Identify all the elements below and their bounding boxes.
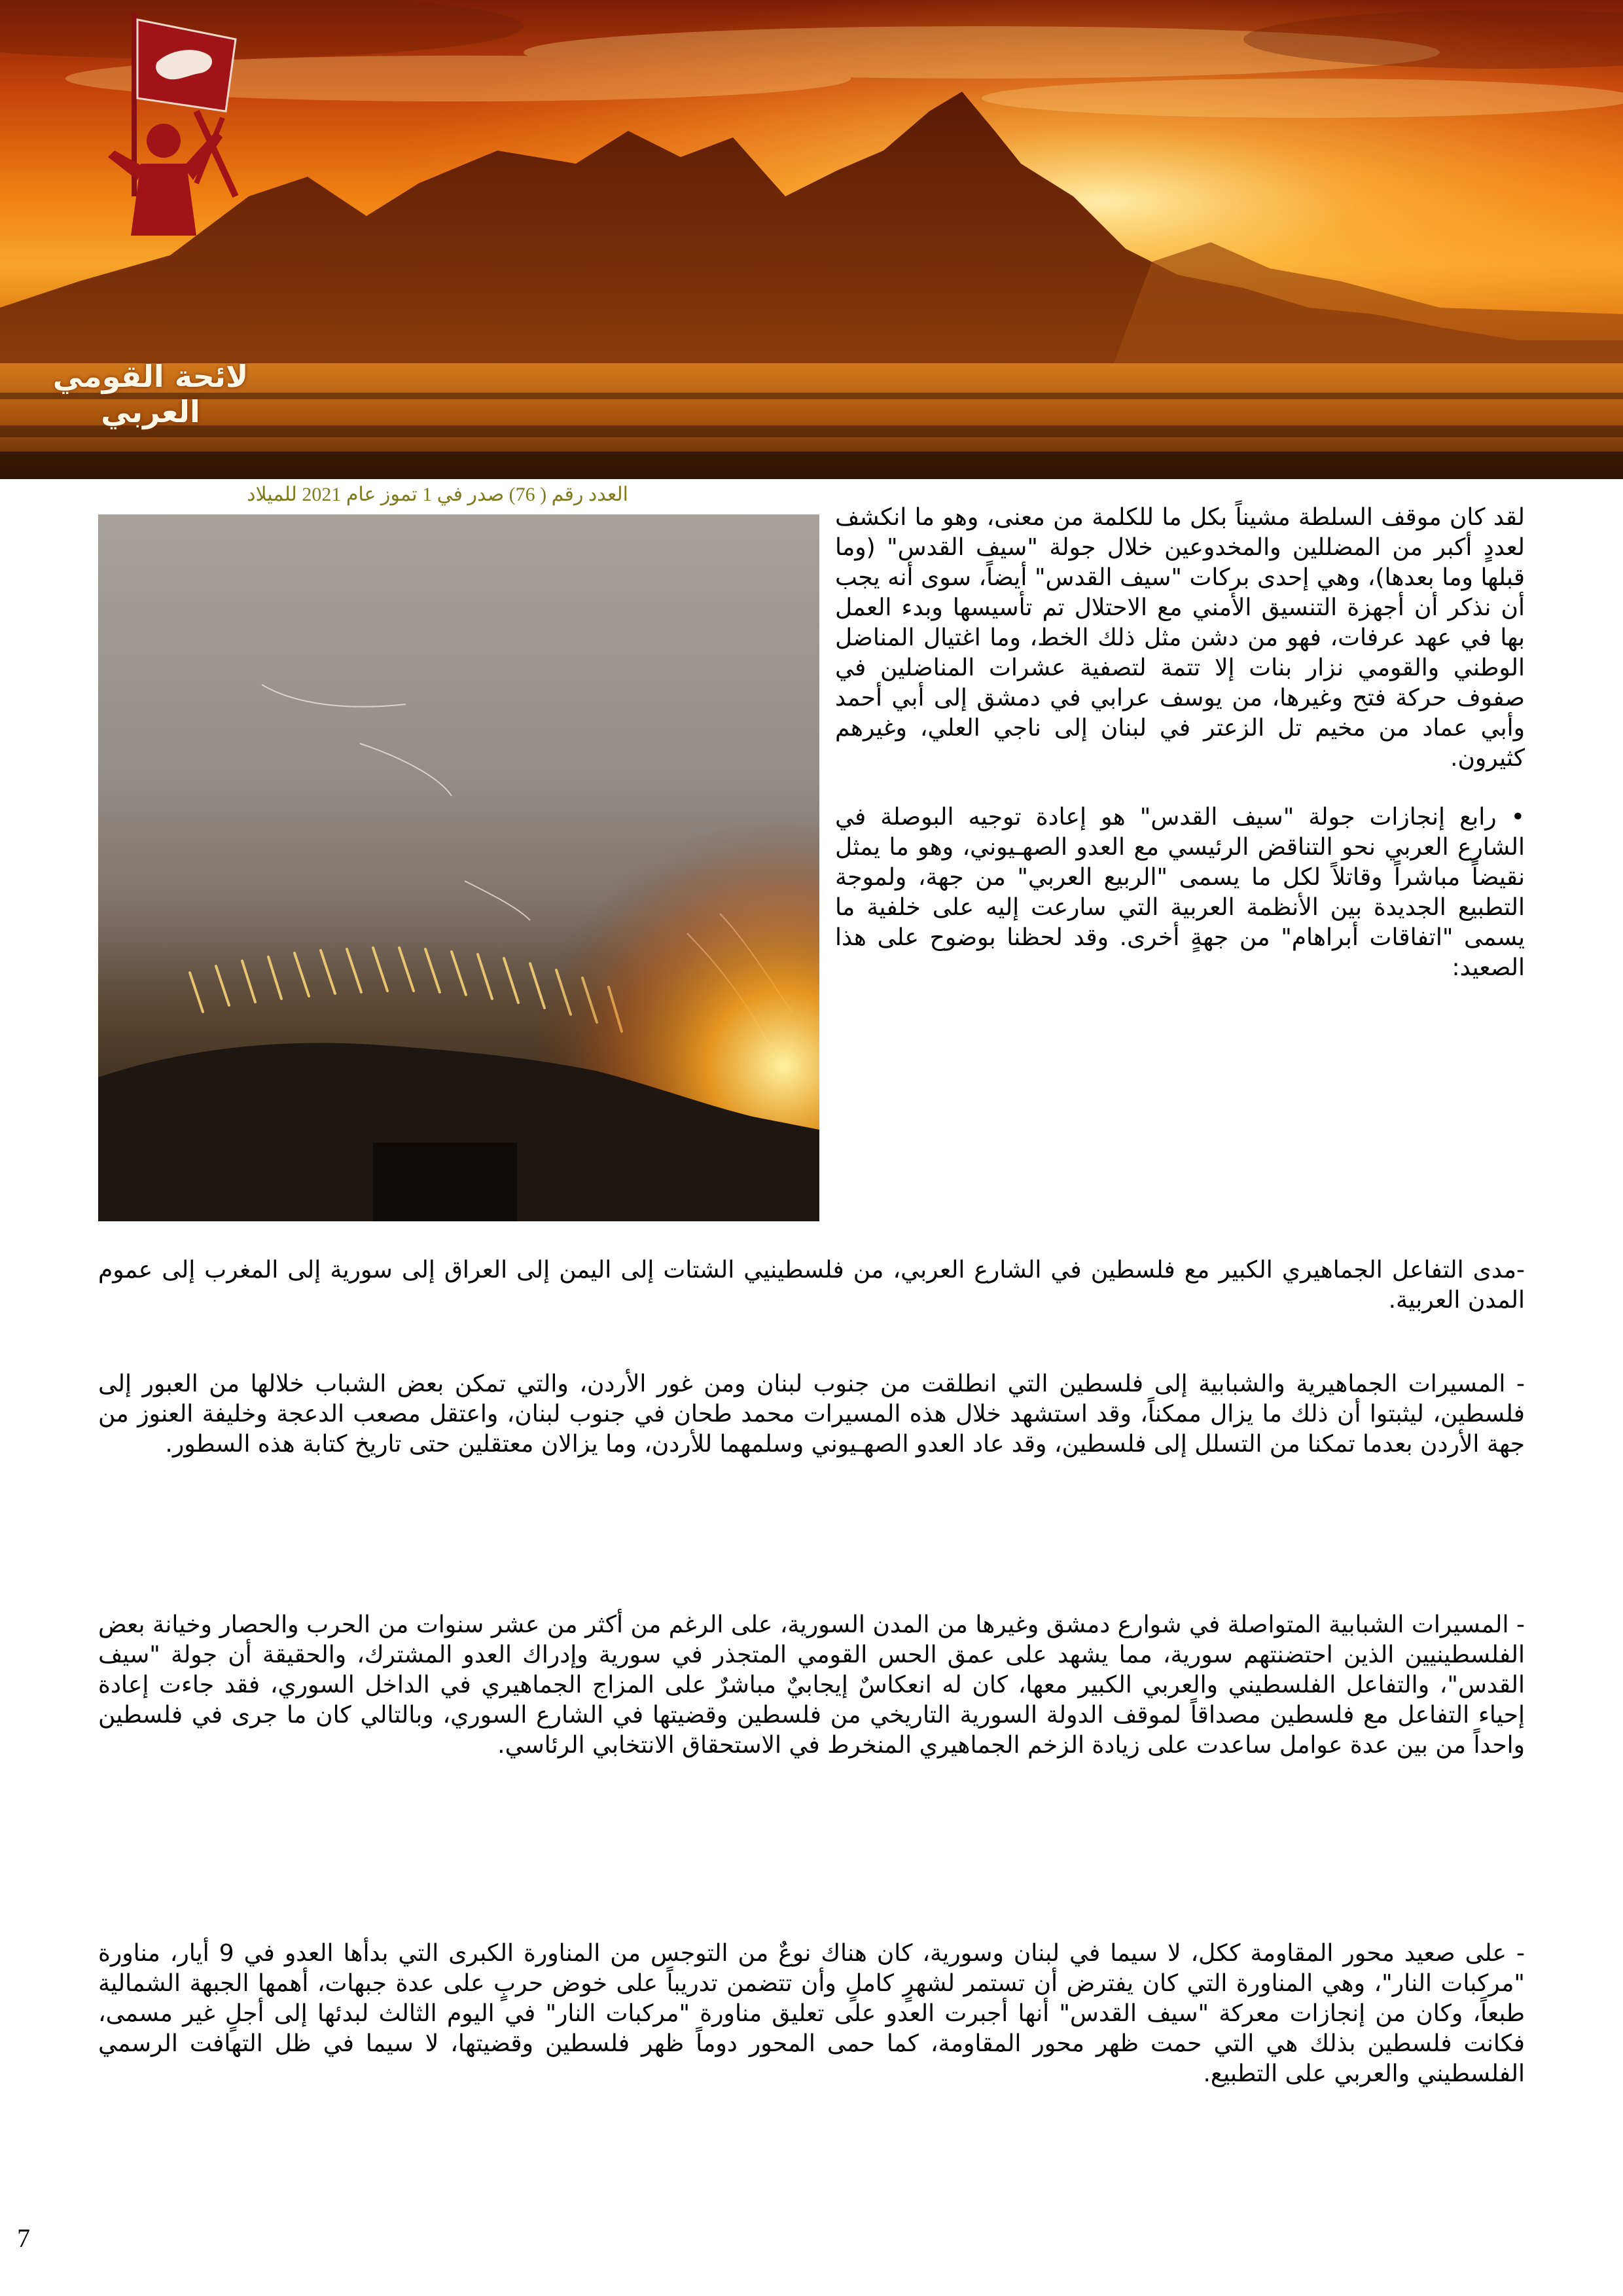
page-number: 7 [17,2223,30,2253]
night-fire-photo [98,514,819,1221]
article-paragraph-2 [98,1369,1525,1460]
article-paragraph-1 [98,1255,1525,1316]
paragraph-text: - على صعيد محور المقاومة ككل، لا سيما في لبنان وسورية، كان هناك نوعٌ من التوجس من المناورة الكبرى التي بدأها العدو في 9 أيار، مناورة "مركبات النار"، وهي المناورة التي كان يفترض أن تستمر لشهرٍ كاملٍ وأن تتضمن تدريباً على خوض حربٍ على عدة جبهات، أهمها الجبهة الشمالية طبعاً، وكان من إنجازات معركة "سيف القدس" أنها أجبرت العدو على تعليق مناورة "مركبات النار" في اليوم الثالث لبدئها إلى أجلٍ غير مسمى، فكانت فلسطين بذلك هي التي حمت ظهر محور المقاومة، كما حمى المحور دوماً ظهر فلسطين وقضيتها، لا سيما في ظل التهافت الرسمي الفلسطيني والعربي على التطبيع. [98,1940,1525,2087]
organization-logo-icon [0,0,262,275]
article-photo [98,514,819,1221]
article-right-column [835,503,1525,983]
header-banner [0,0,1623,479]
article-paragraph-3 [98,1610,1525,1761]
issue-info: العدد رقم ( 76) صدر في 1 تموز عام 2021 للميلاد [247,484,628,505]
article-paragraph: لقد كان موقف السلطة مشيناً بكل ما للكلمة من معنى، وهو ما انكشف لعددٍ أكبر من المضللين والمخدوعين خلال جولة "سيف القدس" (وما قبلها وما بعدها)، وهي إحدى بركات "سيف القدس" أيضاً، سوى أنه يجب أن نذكر أن أجهزة التنسيق الأمني مع الاحتلال تم تأسيسها وبدء العمل بها في عهد عرفات، فهو من دشن مثل ذلك الخط، وما اغتيال المناضل الوطني والقومي نزار بنات إلا تتمة لتصفية عشرات المناضلين في صفوف حركة فتح وغيرها، من يوسف عرابي في دمشق إلى أبي أحمد وأبي عماد من مخيم تل الزعتر في لبنان إلى ناجي العلي، وغيرهم كثيرون. [835,504,1525,772]
logo-text: لائحة القومي العربي [52,359,249,429]
article-paragraph: • رابع إنجازات جولة "سيف القدس" هو إعادة توجيه البوصلة في الشارع العربي نحو التناقض الرئيسي مع العدو الصهـيوني، وهو ما يمثل نقيضاً مباشراً وقاتلاً لكل ما يسمى "الربيع العربي" من جهة، ولموجة التطبيع الجديدة بين الأنظمة العربية التي سارعت إليه على خلفية ما يسمى "اتفاقات أبراهام" من جهةٍ أخرى. وقد لحظنا بوضوح على هذا الصعيد: [835,804,1525,981]
paragraph-text: - المسيرات الشبابية المتواصلة في شوارع دمشق وغيرها من المدن السورية، على الرغم من أكثر من عشر سنوات من الحرب والحصار وخيانة بعض الفلسطينيين الذين احتضنتهم سورية، مما يشهد على عمق الحس القومي المتجذر في سورية وإدراك العدو المشترك، والحقيقة أن جولة "سيف القدس"، والتفاعل الفلسطيني والعربي الكبير معها، كان له انعكاسٌ إيجابيٌ مباشرٌ على المزاج الجماهيري في الداخل السوري، فقد جاءت إعادة إحياء التفاعل مع فلسطين مصداقاً لموقف الدولة السورية التاريخي من فلسطين وقضيتها في الشارع السوري، وبالتالي كان ما جرى في فلسطين واحداً من بين عدة عوامل ساعدت على زيادة الزخم الجماهيري المنخرط في الاستحقاق الانتخابي الرئاسي. [98,1611,1525,1759]
article-paragraph-4 [98,1939,1525,2089]
paragraph-text: - المسيرات الجماهيرية والشبابية إلى فلسطين التي انطلقت من جنوب لبنان ومن غور الأردن، والتي تمكن بعض الشباب خلالها من العبور إلى فلسطين، ليثبتوا أن ذلك ما يزال ممكناً، وقد استشهد خلال هذه المسيرات محمد طحان في جنوب لبنان، واعتقل مصعب الدعجة وخليفة العنوز من جهة الأردن بعدما تمكنا من التسلل إلى فلسطين، وقد عاد العدو الصهـيوني وسلمهما للأردن، وما يزالان معتقلين حتى تاريخ كتابة هذه السطور. [98,1371,1525,1458]
paragraph-text: -مدى التفاعل الجماهيري الكبير مع فلسطين في الشارع العربي، من فلسطينيي الشتات إلى اليمن إلى العراق إلى سورية إلى المغرب إلى عموم المدن العربية. [98,1257,1525,1314]
